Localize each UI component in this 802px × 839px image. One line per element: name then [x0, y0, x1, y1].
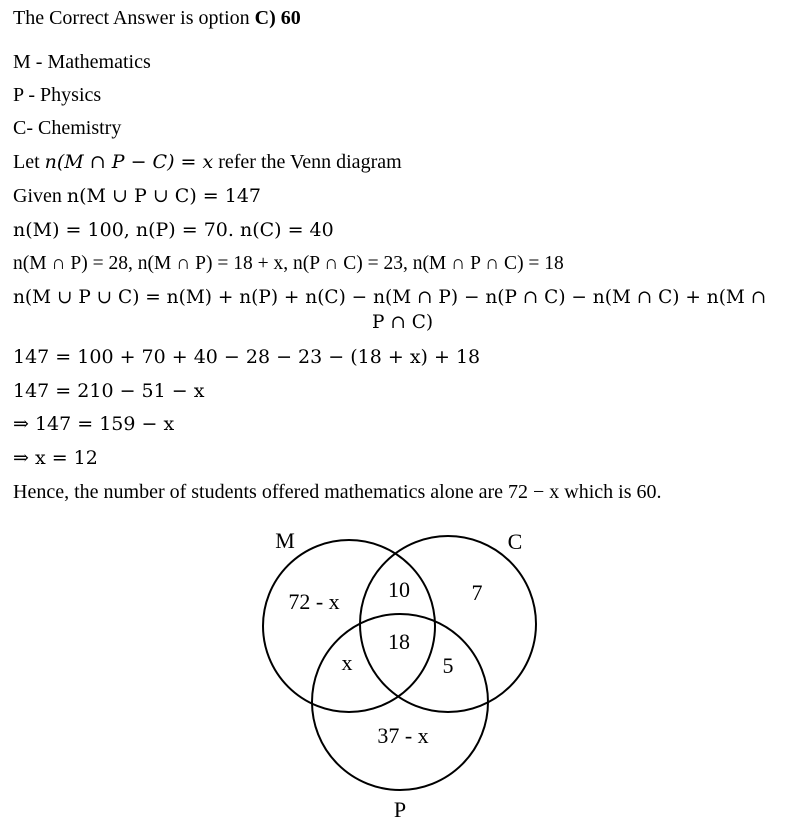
let-suffix: refer the Venn diagram [213, 151, 402, 173]
set-label-p: P [393, 797, 407, 822]
equation-step-3: ⇒ 147 = 159 − x [13, 413, 175, 435]
equation-step-2: 147 = 210 − 51 − x [13, 380, 205, 402]
legend-chemistry: C- Chemistry [13, 117, 122, 139]
region-m-c-p: 18 [388, 629, 410, 654]
set-label-m: M [275, 528, 295, 553]
given-expression: n(M ∪ P ∪ C) = 147 [66, 185, 261, 207]
set-counts: n(M) = 100, n(P) = 70. n(C) = 40 [13, 219, 334, 241]
inclusion-exclusion-formula-continued: P ∩ C) [372, 312, 434, 333]
let-expression: n(M ∩ P − C) = x [44, 151, 214, 173]
region-c-only: 7 [471, 580, 483, 605]
region-c-p: 5 [442, 653, 454, 678]
given-prefix: Given [13, 185, 67, 207]
region-p-only: 37 - x [377, 723, 429, 748]
circle-chemistry [360, 536, 536, 712]
inclusion-exclusion-formula: n(M ∪ P ∪ C) = n(M) + n(P) + n(C) − n(M ∩ P) − n(P ∩ C) − n(M ∩ C) + n(M ∩ [13, 287, 767, 308]
region-m-p: x [341, 650, 353, 675]
circle-mathematics [263, 540, 435, 712]
intersection-counts: n(M ∩ P) = 28, n(M ∩ P) = 18 + x, n(P ∩ C) = 23, n(M ∩ P ∩ C) = 18 [13, 253, 564, 274]
answer-option: C) 60 [254, 7, 301, 29]
conclusion-text: Hence, the number of students offered mathematics alone are 72 − x which is 60. [13, 481, 662, 503]
legend-physics: P - Physics [13, 84, 102, 106]
answer-prefix: The Correct Answer is option [13, 7, 255, 29]
legend-mathematics: M - Mathematics [13, 51, 151, 73]
let-prefix: Let [13, 151, 45, 173]
region-m-c: 10 [388, 577, 410, 602]
region-m-only: 72 - x [288, 589, 340, 614]
equation-step-4: ⇒ x = 12 [13, 447, 98, 469]
equation-step-1: 147 = 100 + 70 + 40 − 28 − 23 − (18 + x) + 18 [13, 346, 481, 368]
set-label-c: C [507, 529, 523, 554]
